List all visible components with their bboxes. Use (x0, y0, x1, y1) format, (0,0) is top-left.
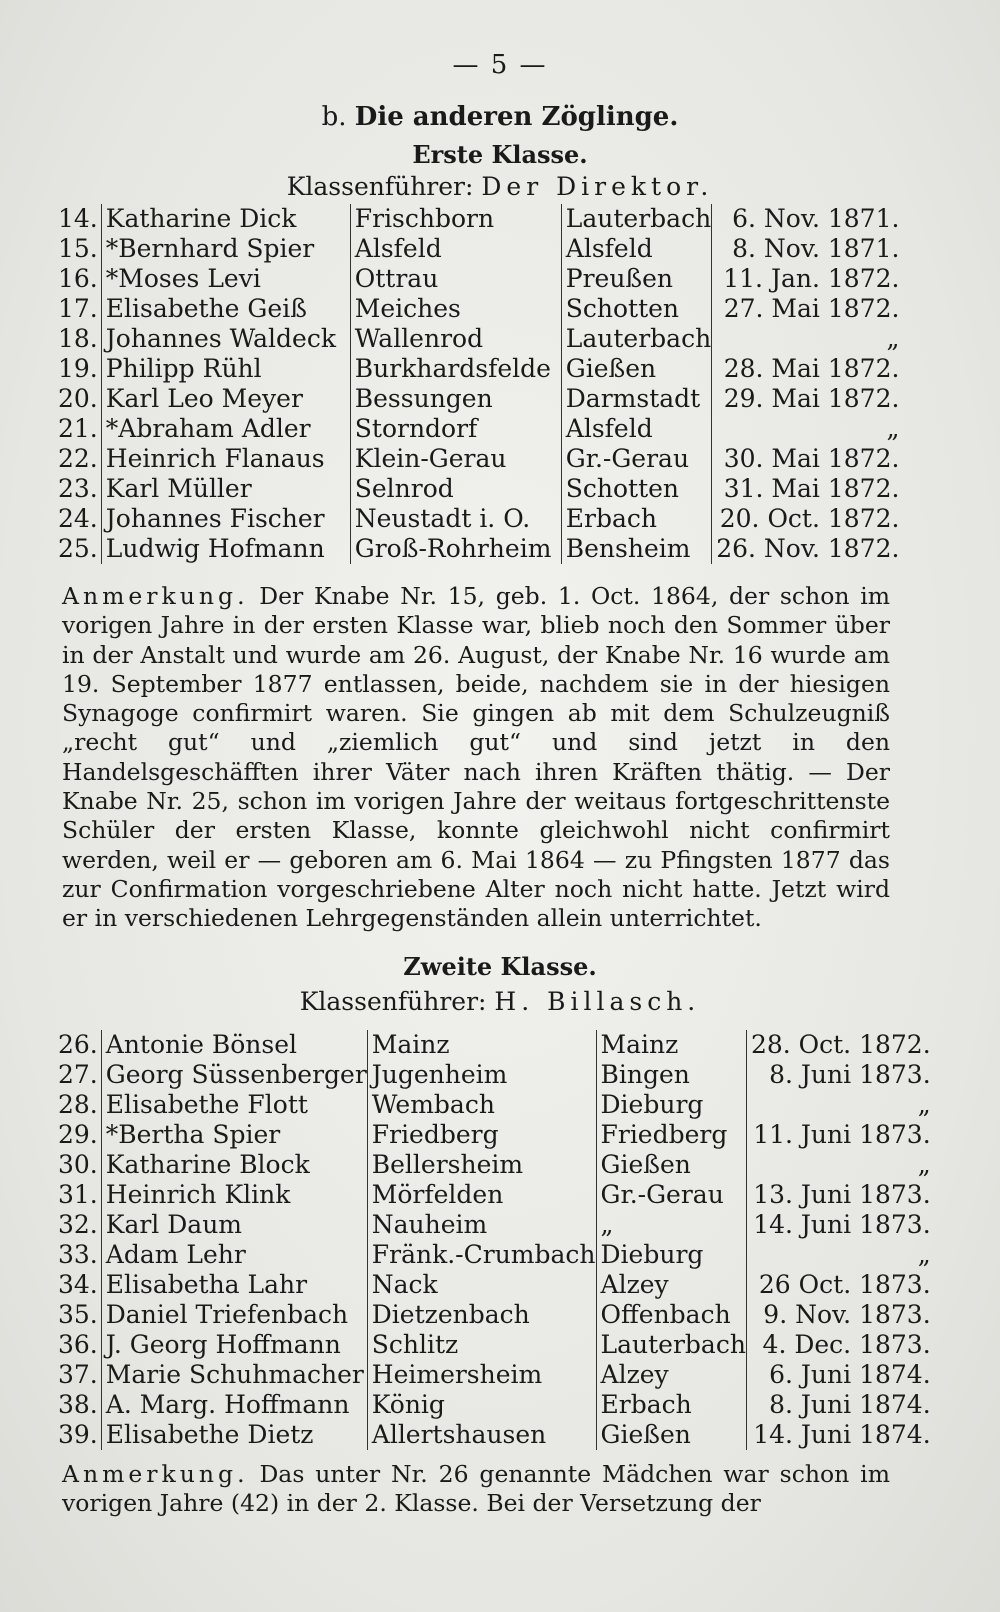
pupil-name: Georg Süssenberger (101, 1060, 367, 1090)
pupil-name: Elisabetha Lahr (101, 1270, 367, 1300)
birthplace: König (367, 1390, 596, 1420)
row-number: 18. (58, 324, 101, 354)
table-row (58, 534, 901, 564)
pupil-name: Philipp Rühl (101, 354, 350, 384)
page-number: — 5 — (452, 50, 548, 80)
home-town: Erbach (596, 1390, 746, 1420)
row-number: 15. (58, 234, 101, 264)
table-row (58, 264, 901, 294)
table-row (58, 1390, 933, 1420)
class1-note (62, 582, 890, 934)
table-row (58, 354, 901, 384)
birthplace: Dietzenbach (367, 1300, 596, 1330)
birthplace: Ottrau (350, 264, 561, 294)
class1-leader-prefix: Klassenführer: (286, 172, 474, 201)
birthplace: Nauheim (367, 1210, 596, 1240)
row-number: 24. (58, 504, 101, 534)
class1-roster-body (58, 204, 901, 564)
table-row (58, 1300, 933, 1330)
birthplace: Storndorf (350, 414, 561, 444)
birth-date: „ (917, 1090, 931, 1119)
pupil-name: Daniel Triefenbach (101, 1300, 367, 1330)
table-row (58, 204, 901, 234)
birth-date: 28. Oct. 1872. (750, 1030, 931, 1059)
home-town: Lauterbach (561, 324, 711, 354)
pupil-name: Karl Leo Meyer (101, 384, 350, 414)
pupil-name: Heinrich Klink (101, 1180, 367, 1210)
class2-leader-prefix: Klassenführer: (299, 987, 487, 1016)
birth-date: 8. Juni 1874. (769, 1390, 931, 1419)
birthplace: Schlitz (367, 1330, 596, 1360)
home-town: Bensheim (561, 534, 711, 564)
table-row (58, 1120, 933, 1150)
pupil-name: Karl Daum (101, 1210, 367, 1240)
birthplace: Bessungen (350, 384, 561, 414)
row-number: 32. (58, 1210, 101, 1240)
row-number: 37. (58, 1360, 101, 1390)
birthplace: Groß-Rohrheim (350, 534, 561, 564)
birth-date: 29. Mai 1872. (723, 384, 900, 413)
birth-date: 6. Juni 1874. (769, 1360, 931, 1389)
birthplace: Meiches (350, 294, 561, 324)
pupil-name: Elisabethe Dietz (101, 1420, 367, 1450)
row-number: 36. (58, 1330, 101, 1360)
home-town: Preußen (561, 264, 711, 294)
home-town: Lauterbach (596, 1330, 746, 1360)
home-town: Gr.-Gerau (596, 1180, 746, 1210)
table-row (58, 1240, 933, 1270)
pupil-name: Katharine Block (101, 1150, 367, 1180)
row-number: 17. (58, 294, 101, 324)
birthplace: Fränk.-Crumbach (367, 1240, 596, 1270)
row-number: 20. (58, 384, 101, 414)
row-number: 19. (58, 354, 101, 384)
table-row (58, 1180, 933, 1210)
birth-date: „ (886, 324, 900, 353)
birth-date: 4. Dec. 1873. (762, 1330, 931, 1359)
home-town: Alsfeld (561, 234, 711, 264)
home-town: Offenbach (596, 1300, 746, 1330)
birthplace: Wallenrod (350, 324, 561, 354)
birth-date: „ (886, 414, 900, 443)
birth-date: 31. Mai 1872. (723, 474, 900, 503)
class2-note (62, 1460, 890, 1519)
table-row (58, 324, 901, 354)
birthplace: Bellersheim (367, 1150, 596, 1180)
table-row (58, 474, 901, 504)
table-row (58, 234, 901, 264)
birth-date: 9. Nov. 1873. (763, 1300, 931, 1329)
home-town: Erbach (561, 504, 711, 534)
birth-date: „ (917, 1240, 931, 1269)
row-number: 34. (58, 1270, 101, 1300)
birthplace: Heimersheim (367, 1360, 596, 1390)
pupil-name: Elisabethe Flott (101, 1090, 367, 1120)
pupil-name: J. Georg Hoffmann (101, 1330, 367, 1360)
home-town: Gr.-Gerau (561, 444, 711, 474)
row-number: 29. (58, 1120, 101, 1150)
row-number: 21. (58, 414, 101, 444)
pupil-name: Marie Schuhmacher (101, 1360, 367, 1390)
home-town: Dieburg (596, 1090, 746, 1120)
table-row (58, 1060, 933, 1090)
birthplace: Nack (367, 1270, 596, 1300)
birth-date: 8. Nov. 1871. (732, 234, 900, 263)
table-row (58, 414, 901, 444)
birthplace: Alsfeld (350, 234, 561, 264)
class2-title: Zweite Klasse. (403, 952, 597, 981)
class2-note-text: Das unter Nr. 26 genannte Mädchen war schon im vorigen Jahre (42) in der 2. Klasse. Bei der Versetzung der (62, 1460, 890, 1518)
birth-date: 14. Juni 1873. (753, 1210, 931, 1239)
birthplace: Friedberg (367, 1120, 596, 1150)
class1-leader (0, 172, 1000, 201)
pupil-name: Heinrich Flanaus (101, 444, 350, 474)
row-number: 16. (58, 264, 101, 294)
birthplace: Klein-Gerau (350, 444, 561, 474)
pupil-name: *Bertha Spier (101, 1120, 367, 1150)
pupil-name: Ludwig Hofmann (101, 534, 350, 564)
birthplace: Wembach (367, 1090, 596, 1120)
pupil-name: Johannes Fischer (101, 504, 350, 534)
class2-leader-name: H. Billasch. (494, 987, 701, 1016)
row-number: 39. (58, 1420, 101, 1450)
home-town: Schotten (561, 294, 711, 324)
table-row (58, 504, 901, 534)
class2-roster-table (58, 1030, 933, 1450)
row-number: 30. (58, 1150, 101, 1180)
home-town: Lauterbach (561, 204, 711, 234)
home-town: „ (596, 1210, 746, 1240)
birth-date: 14. Juni 1874. (753, 1420, 931, 1449)
birth-date: 26. Nov. 1872. (716, 534, 900, 563)
birth-date: 28. Mai 1872. (723, 354, 900, 383)
row-number: 33. (58, 1240, 101, 1270)
section-heading (0, 102, 1000, 132)
home-town: Alzey (596, 1360, 746, 1390)
pupil-name: *Abraham Adler (101, 414, 350, 444)
row-number: 28. (58, 1090, 101, 1120)
table-row (58, 1090, 933, 1120)
row-number: 35. (58, 1300, 101, 1330)
table-row (58, 1030, 933, 1060)
pupil-name: *Moses Levi (101, 264, 350, 294)
birthplace: Mörfelden (367, 1180, 596, 1210)
birth-date: 30. Mai 1872. (723, 444, 900, 473)
class1-roster-table (58, 204, 901, 564)
home-town: Bingen (596, 1060, 746, 1090)
section-prefix: b. (321, 102, 347, 132)
home-town: Gießen (596, 1150, 746, 1180)
birth-date: 13. Juni 1873. (753, 1180, 931, 1209)
birthplace: Frischborn (350, 204, 561, 234)
pupil-name: Elisabethe Geiß (101, 294, 350, 324)
home-town: Mainz (596, 1030, 746, 1060)
birth-date: 6. Nov. 1871. (732, 204, 900, 233)
class1-leader-name: Der Direktor. (481, 172, 714, 201)
table-row (58, 384, 901, 414)
home-town: Alzey (596, 1270, 746, 1300)
table-row (58, 294, 901, 324)
class2-note-label: Anmerkung. (62, 1460, 249, 1488)
birthplace: Neustadt i. O. (350, 504, 561, 534)
row-number: 31. (58, 1180, 101, 1210)
row-number: 23. (58, 474, 101, 504)
birthplace: Burkhardsfelde (350, 354, 561, 384)
birth-date: 8. Juni 1873. (769, 1060, 931, 1089)
table-row (58, 1360, 933, 1390)
home-town: Darmstadt (561, 384, 711, 414)
pupil-name: Karl Müller (101, 474, 350, 504)
class2-leader (0, 987, 1000, 1016)
home-town: Gießen (561, 354, 711, 384)
home-town: Dieburg (596, 1240, 746, 1270)
birthplace: Jugenheim (367, 1060, 596, 1090)
row-number: 25. (58, 534, 101, 564)
table-row (58, 444, 901, 474)
pupil-name: Johannes Waldeck (101, 324, 350, 354)
row-number: 14. (58, 204, 101, 234)
home-town: Schotten (561, 474, 711, 504)
home-town: Alsfeld (561, 414, 711, 444)
class1-title: Erste Klasse. (412, 140, 588, 169)
table-row (58, 1150, 933, 1180)
birthplace: Allertshausen (367, 1420, 596, 1450)
home-town: Friedberg (596, 1120, 746, 1150)
row-number: 26. (58, 1030, 101, 1060)
birth-date: 27. Mai 1872. (723, 294, 900, 323)
table-row (58, 1210, 933, 1240)
class2-roster-body (58, 1030, 933, 1450)
row-number: 38. (58, 1390, 101, 1420)
row-number: 22. (58, 444, 101, 474)
class1-note-label: Anmerkung. (62, 582, 249, 610)
birth-date: 26 Oct. 1873. (758, 1270, 931, 1299)
birth-date: 11. Jan. 1872. (723, 264, 900, 293)
birth-date: „ (917, 1150, 931, 1179)
pupil-name: Antonie Bönsel (101, 1030, 367, 1060)
home-town: Gießen (596, 1420, 746, 1450)
row-number: 27. (58, 1060, 101, 1090)
birth-date: 20. Oct. 1872. (719, 504, 900, 533)
pupil-name: Adam Lehr (101, 1240, 367, 1270)
section-title: Die anderen Zöglinge. (354, 102, 679, 132)
birth-date: 11. Juni 1873. (753, 1120, 931, 1149)
pupil-name: *Bernhard Spier (101, 234, 350, 264)
pupil-name: A. Marg. Hoffmann (101, 1390, 367, 1420)
table-row (58, 1330, 933, 1360)
birthplace: Mainz (367, 1030, 596, 1060)
table-row (58, 1420, 933, 1450)
birthplace: Selnrod (350, 474, 561, 504)
class1-note-text: Der Knabe Nr. 15, geb. 1. Oct. 1864, der schon im vorigen Jahre in der ersten Klasse war, blieb noch den Sommer über in der Anstalt und wurde am 26. August, der Knabe Nr. 16 wurde am 19. September 1877 entlassen, beide, nachdem sie in der hiesigen Synagoge confirmirt waren. Sie gingen ab mit dem Schulzeugniß „recht gut“ und „ziemlich gut“ und sind jetzt in den Handelsgeschäfften ihrer Väter nach ihren Kräften thätig. — Der Knabe Nr. 25, schon im vorigen Jahre der weitaus fortgeschrittenste Schüler der ersten Klasse, konnte gleichwohl nicht confirmirt werden, weil er — geboren am 6. Mai 1864 — zu Pfingsten 1877 das zur Confirmation vorgeschriebene Alter noch nicht hatte. Jetzt wird er in verschiedenen Lehrgegenständen allein unterrichtet. (62, 582, 890, 933)
table-row (58, 1270, 933, 1300)
pupil-name: Katharine Dick (101, 204, 350, 234)
